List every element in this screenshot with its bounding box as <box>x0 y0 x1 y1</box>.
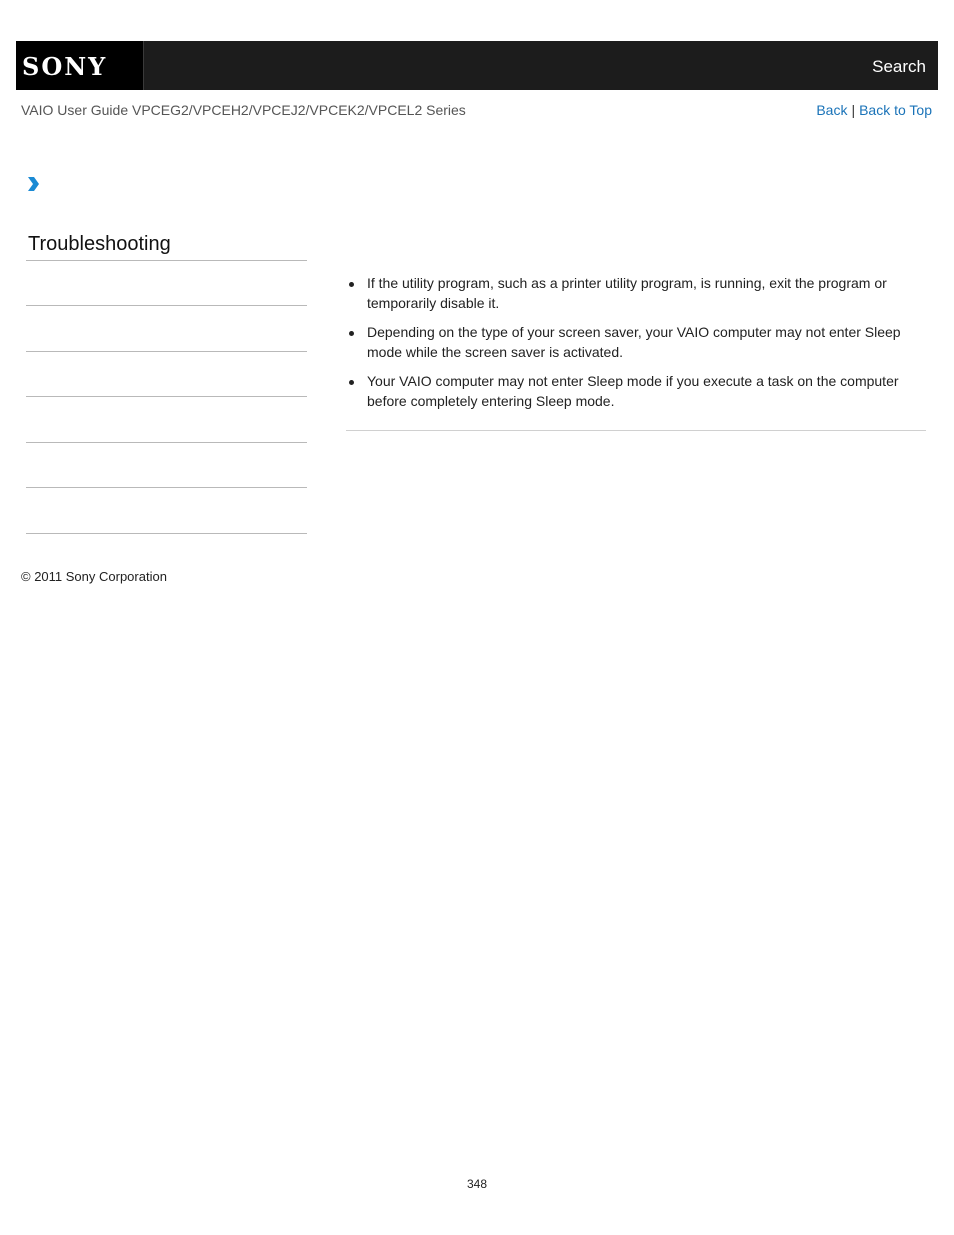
back-link[interactable]: Back <box>816 102 848 118</box>
chevron-right-icon[interactable] <box>26 176 40 192</box>
sidebar-divider <box>26 442 307 443</box>
search-button[interactable]: Search <box>872 57 926 76</box>
bullet-icon <box>349 331 354 336</box>
main-content <box>346 273 926 420</box>
sidebar-divider <box>26 351 307 352</box>
page-number: 348 <box>466 1177 488 1191</box>
sidebar-divider <box>26 487 307 488</box>
list-item-text: Depending on the type of your screen saver, your VAIO computer may not enter Sleep mode while the screen saver is activated. <box>367 324 901 360</box>
bullet-list <box>346 273 926 411</box>
list-item <box>346 273 926 313</box>
sidebar-divider <box>26 396 307 397</box>
list-item <box>346 371 926 411</box>
sidebar-divider <box>26 533 307 534</box>
nav-links <box>816 102 932 118</box>
sidebar-divider <box>26 260 307 261</box>
bullet-icon <box>349 282 354 287</box>
guide-title: VAIO User Guide VPCEG2/VPCEH2/VPCEJ2/VPCEK2/VPCEL2 Series <box>21 102 466 118</box>
brand-text: SONY <box>22 52 108 81</box>
section-title: Troubleshooting <box>28 233 171 255</box>
bullet-icon <box>349 380 354 385</box>
list-item <box>346 322 926 362</box>
back-to-top-link[interactable]: Back to Top <box>859 102 932 118</box>
list-item-text: Your VAIO computer may not enter Sleep mode if you execute a task on the computer before completely entering Sleep mode. <box>367 373 899 409</box>
copyright: © 2011 Sony Corporation <box>21 569 167 584</box>
sony-logo[interactable] <box>16 41 144 90</box>
sidebar-divider <box>26 305 307 306</box>
content-divider <box>346 430 926 431</box>
link-separator: | <box>851 102 856 118</box>
list-item-text: If the utility program, such as a printer utility program, is running, exit the program or temporarily disable it. <box>367 275 887 311</box>
top-bar <box>16 41 938 90</box>
